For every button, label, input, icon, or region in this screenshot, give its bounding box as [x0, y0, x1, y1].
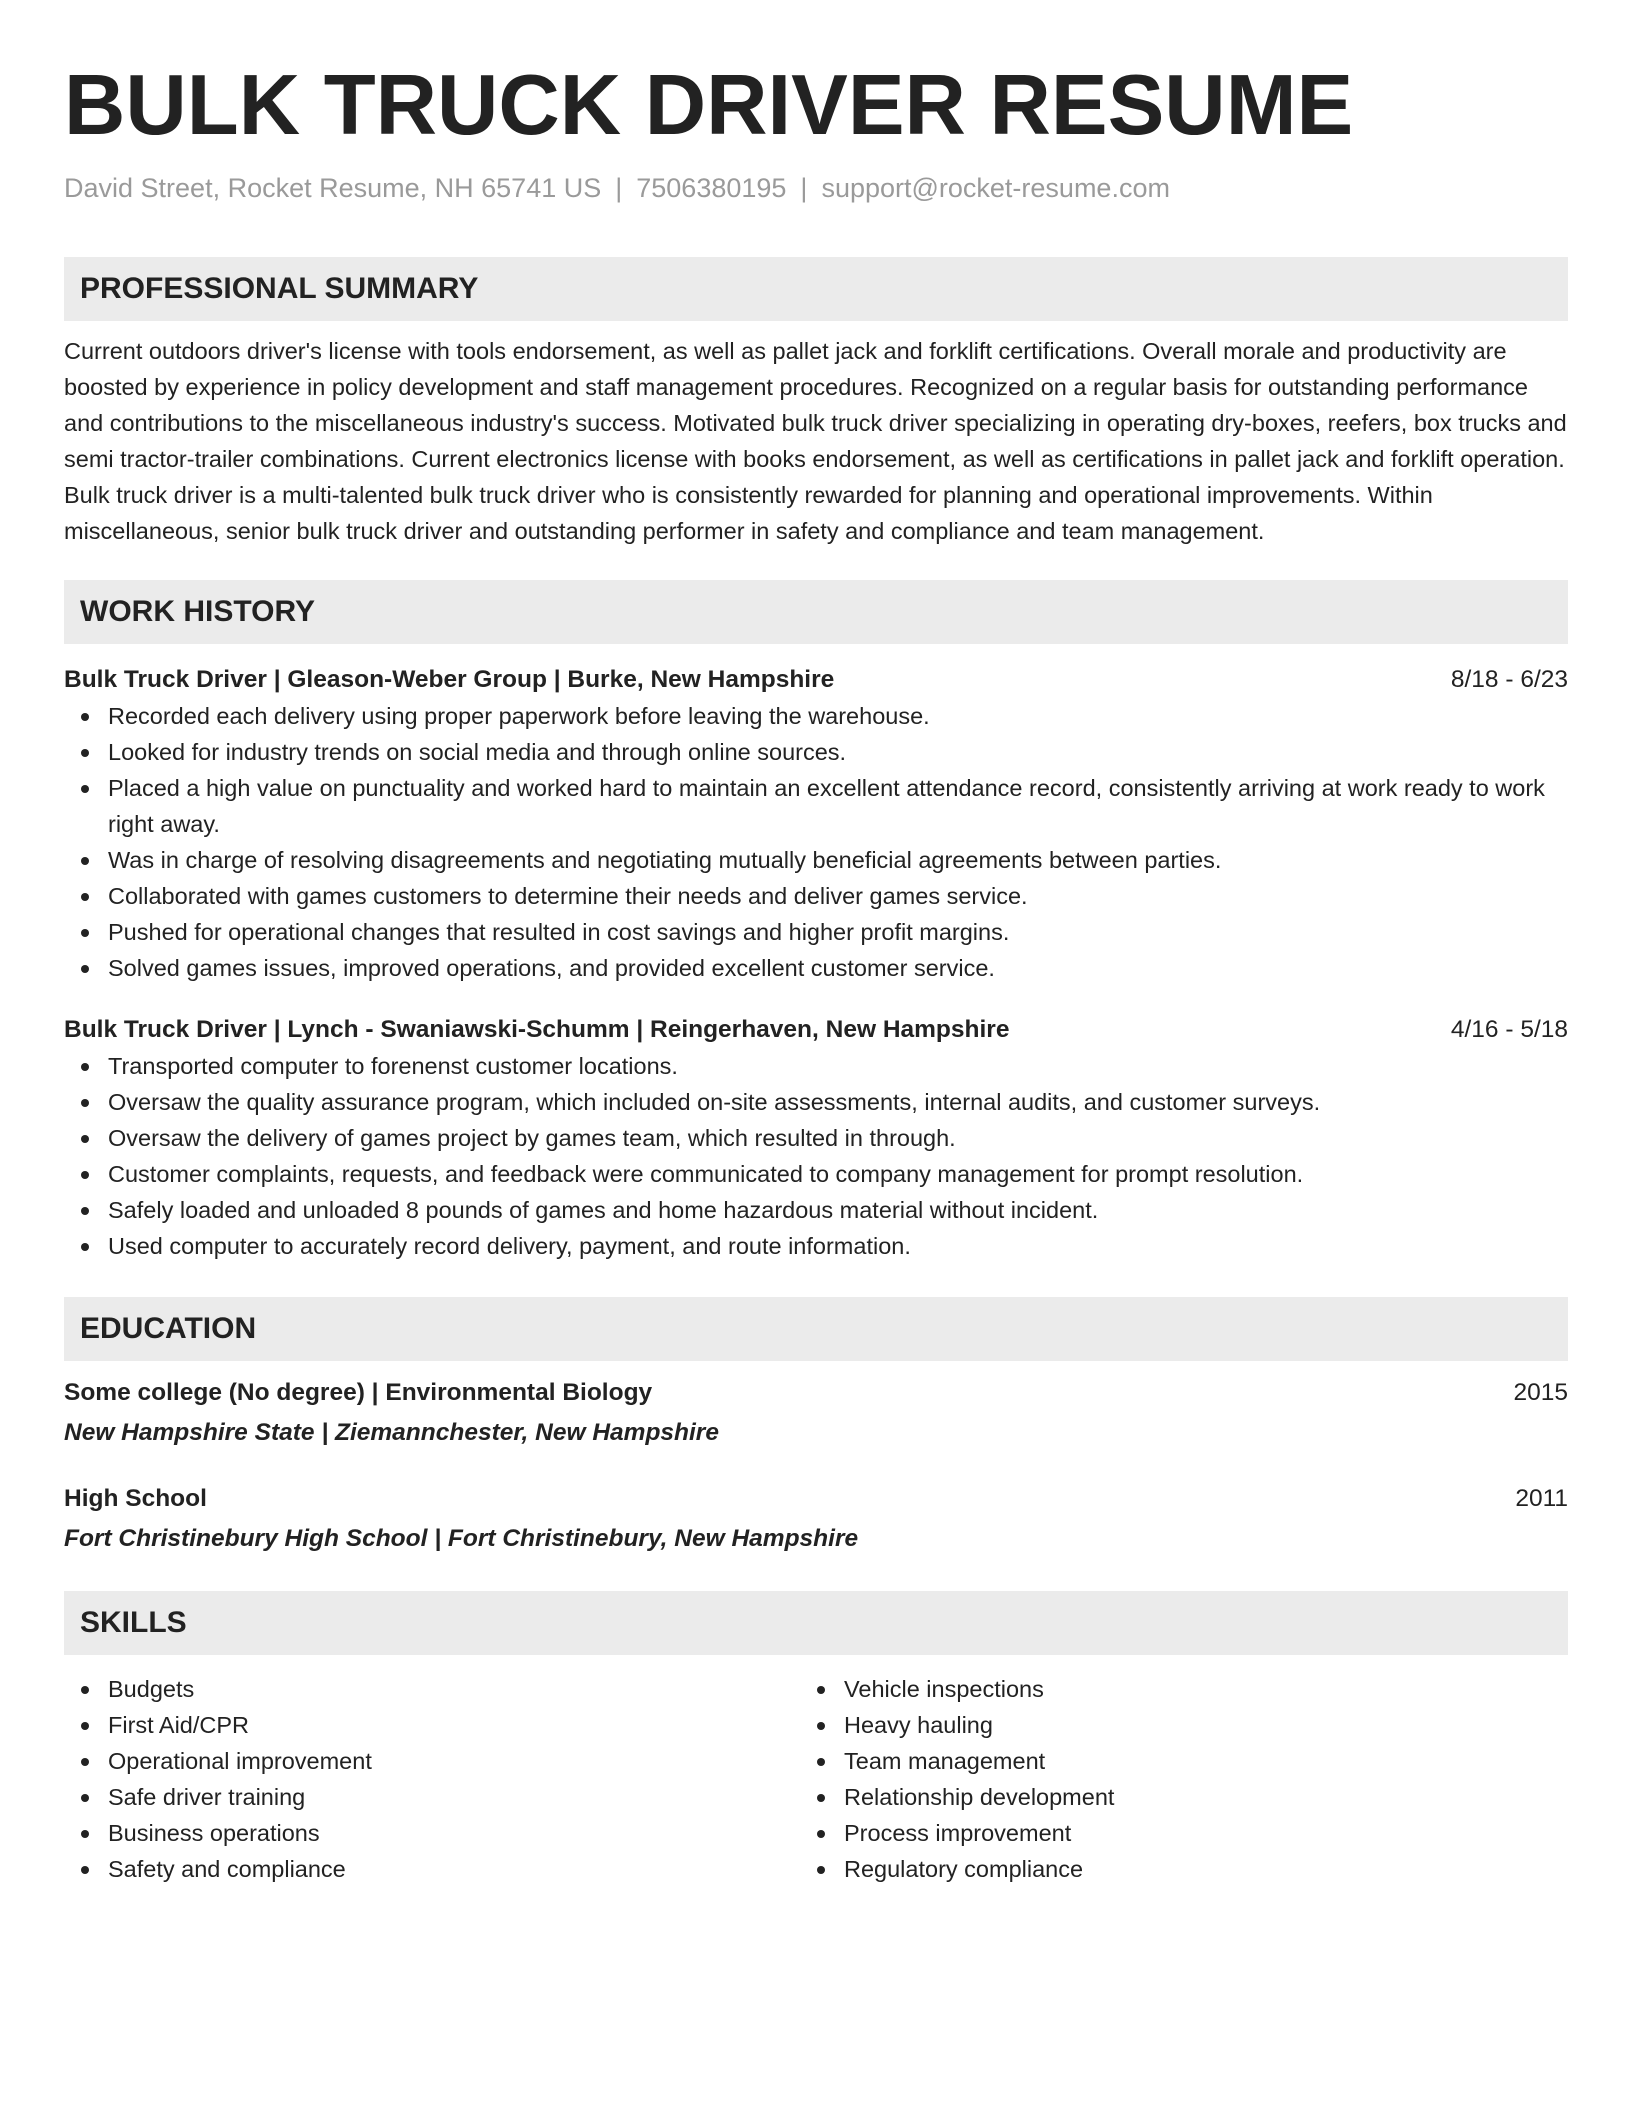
bullet-item: Recorded each delivery using proper paperwork before leaving the warehouse.	[64, 698, 1568, 734]
job-dates: 4/16 - 5/18	[1450, 1016, 1568, 1043]
skills-list	[64, 1671, 1568, 1887]
skill-item: Safety and compliance	[64, 1851, 800, 1887]
summary-text: Current outdoors driver's license with tools endorsement, as well as pallet jack and forklift certifications. Overall morale and productivity are boosted by experience in policy development and staff management procedures. Recognized on a regular basis for outstanding performance and contributions to the miscellaneous industry's success. Motivated bulk truck driver specializing in operating dry-boxes, reefers, box trucks and semi tractor-trailer combinations. Current electronics license with books endorsement, as well as certifications in pallet jack and forklift operation. Bulk truck driver is a multi-talented bulk truck driver who is consistently rewarded for planning and operational improvements. Within miscellaneous, senior bulk truck driver and outstanding performer in safety and compliance and team management.	[64, 338, 1567, 544]
bullet-item: Solved games issues, improved operations, and provided excellent customer service.	[64, 950, 1568, 986]
skill-item: Budgets	[64, 1671, 800, 1707]
skill-item: Vehicle inspections	[800, 1671, 1536, 1707]
skill-item: Heavy hauling	[800, 1707, 1536, 1743]
education-school: New Hampshire State | Ziemannchester, New Hampshire	[64, 1419, 719, 1446]
contact-email: support@rocket-resume.com	[821, 173, 1170, 203]
education-year: 2011	[1515, 1485, 1568, 1512]
bullet-item: Was in charge of resolving disagreements and negotiating mutually beneficial agreements between parties.	[64, 842, 1568, 878]
section-heading-work-history: WORK HISTORY	[64, 580, 1568, 644]
bullet-item: Oversaw the quality assurance program, which included on-site assessments, internal audits, and customer surveys.	[64, 1084, 1568, 1120]
bullet-item: Transported computer to forenenst customer locations.	[64, 1048, 1568, 1084]
education-degree: High School	[64, 1485, 207, 1512]
skill-item: First Aid/CPR	[64, 1707, 800, 1743]
bullet-item: Placed a high value on punctuality and worked hard to maintain an excellent attendance record, consistently arriving at work ready to work right away.	[64, 770, 1568, 842]
job-dates: 8/18 - 6/23	[1450, 666, 1568, 693]
resume-title: BULK TRUCK DRIVER RESUME	[64, 58, 1354, 153]
section-heading-skills: SKILLS	[64, 1591, 1568, 1655]
skill-item: Safe driver training	[64, 1779, 800, 1815]
skill-item: Process improvement	[800, 1815, 1536, 1851]
bullet-item: Safely loaded and unloaded 8 pounds of games and home hazardous material without incident.	[64, 1192, 1568, 1228]
education-header	[64, 1481, 1568, 1517]
job-bullets	[64, 698, 1568, 986]
contact-address: David Street, Rocket Resume, NH 65741 US	[64, 173, 602, 203]
education-header	[64, 1375, 1568, 1411]
bullet-item: Used computer to accurately record delivery, payment, and route information.	[64, 1228, 1568, 1264]
bullet-item: Pushed for operational changes that resulted in cost savings and higher profit margins.	[64, 914, 1568, 950]
job-title: Bulk Truck Driver | Gleason-Weber Group | Burke, New Hampshire	[64, 666, 835, 693]
education-year: 2015	[1513, 1379, 1568, 1406]
job-title: Bulk Truck Driver | Lynch - Swaniawski-Schumm | Reingerhaven, New Hampshire	[64, 1016, 1010, 1043]
contact-separator: |	[800, 173, 808, 203]
education-school: Fort Christinebury High School | Fort Christinebury, New Hampshire	[64, 1525, 859, 1552]
bullet-item: Oversaw the delivery of games project by games team, which resulted in through.	[64, 1120, 1568, 1156]
bullet-item: Collaborated with games customers to determine their needs and deliver games service.	[64, 878, 1568, 914]
job-header	[64, 662, 1568, 698]
skills-column-left	[64, 1671, 800, 1887]
contact-line	[64, 170, 1568, 206]
section-heading-education: EDUCATION	[64, 1297, 1568, 1361]
bullet-item: Looked for industry trends on social media and through online sources.	[64, 734, 1568, 770]
job-header	[64, 1012, 1568, 1048]
skills-column-right	[800, 1671, 1536, 1887]
skill-item: Team management	[800, 1743, 1536, 1779]
skill-item: Regulatory compliance	[800, 1851, 1536, 1887]
section-heading-summary: PROFESSIONAL SUMMARY	[64, 257, 1568, 321]
skill-item: Operational improvement	[64, 1743, 800, 1779]
education-degree: Some college (No degree) | Environmental Biology	[64, 1379, 653, 1406]
skill-item: Relationship development	[800, 1779, 1536, 1815]
bullet-item: Customer complaints, requests, and feedback were communicated to company management for prompt resolution.	[64, 1156, 1568, 1192]
contact-separator: |	[615, 173, 623, 203]
skill-item: Business operations	[64, 1815, 800, 1851]
contact-phone: 7506380195	[636, 173, 787, 203]
job-bullets	[64, 1048, 1568, 1264]
